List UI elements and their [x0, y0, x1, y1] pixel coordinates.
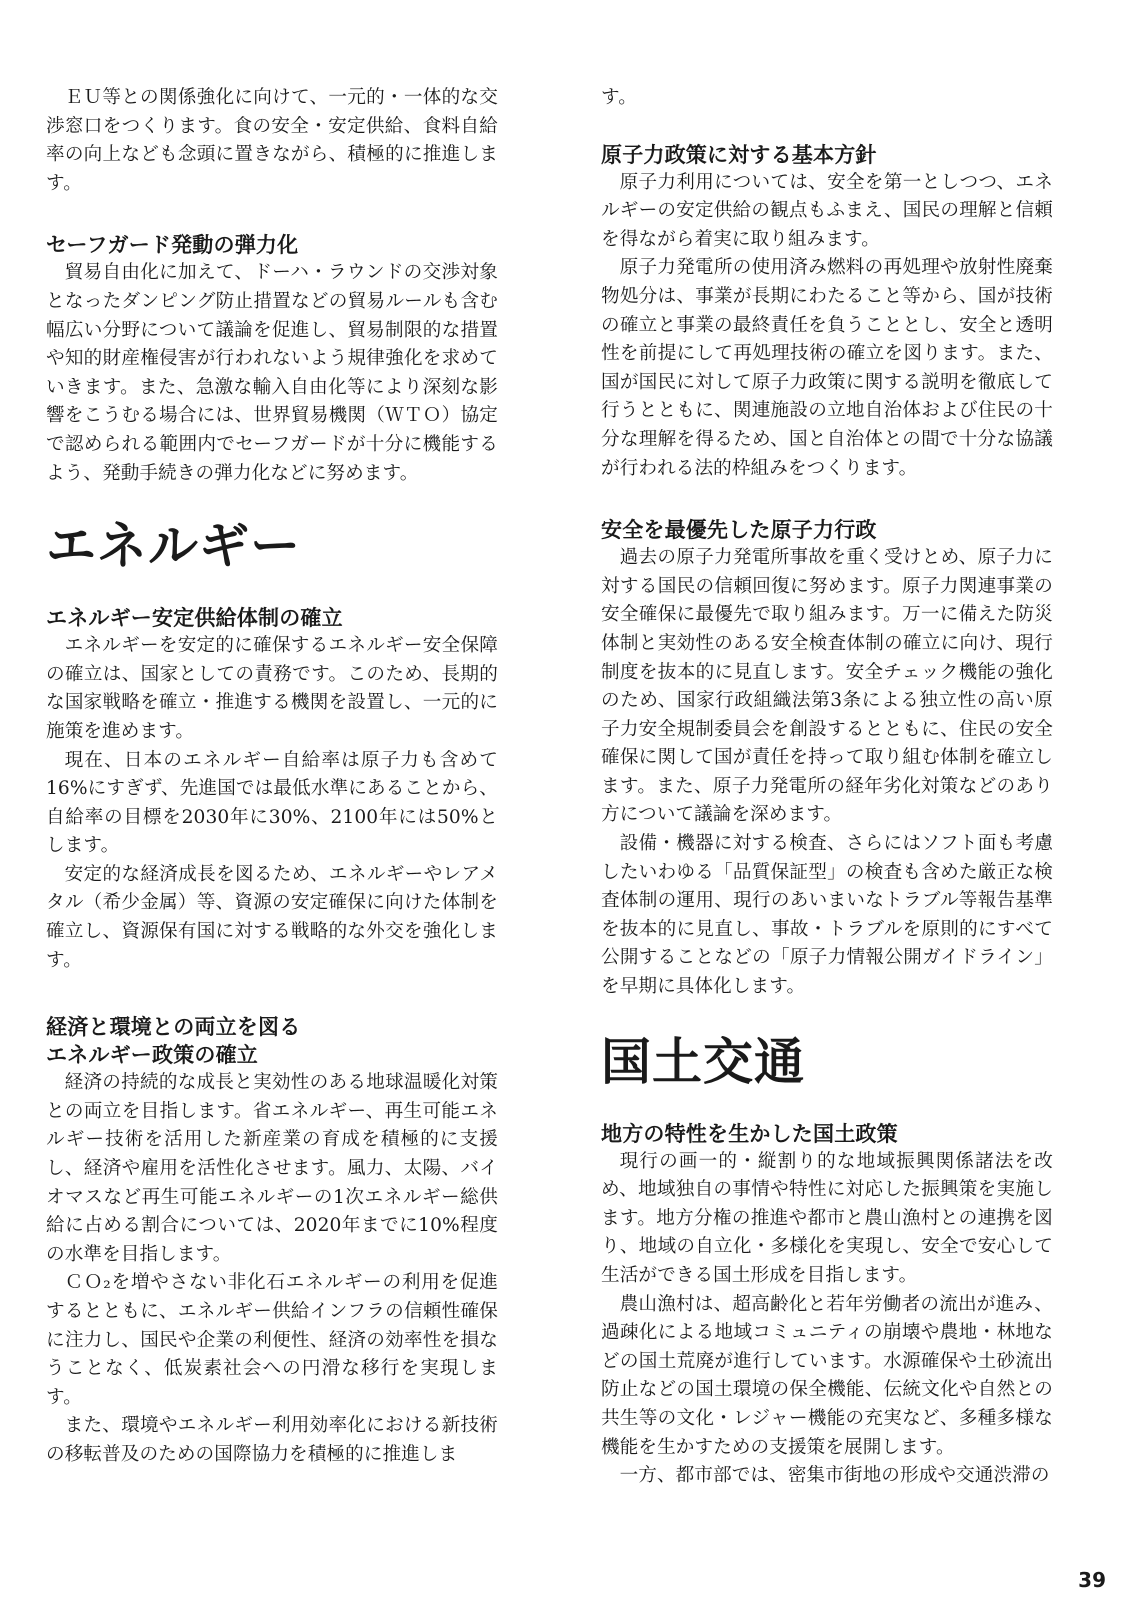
stable-supply-paragraph-2: 現在、日本のエネルギー自給率は原子力も含めて16%にすぎず、先進国では最低水準にあることから、自給率の目標を2030年に30%、2100年には50%とします。: [46, 749, 498, 857]
econ-env-heading-line2: エネルギー政策の確立: [46, 1043, 258, 1068]
nuclear-safety-paragraph-1: 過去の原子力発電所事故を重く受けとめ、原子力に対する国民の信頼回復に努めます。原子力関連事業の安全確保に最優先で取り組みます。万一に備えた防災体制と実効性のある安全検査体制の確立に向け、現行制度を抜本的に見直します。安全チェック機能の強化のため、国家行政組織法第3条による独立性の高い原子力安全規制委員会を創設するとともに、住民の安全確保に関して国が責任を持って取り組む体制を確立します。また、原子力発電所の経年劣化対策などのあり方について議論を深めます。: [601, 547, 1053, 826]
regional-paragraph-3: 一方、都市部では、密集市街地の形成や交通渋滞の: [619, 1465, 1050, 1487]
page-number: 39: [1078, 1568, 1106, 1592]
stable-supply-paragraph-3: 安定的な経済成長を図るため、エネルギーやレアメタル（希少金属）等、資源の安定確保に向けた体制を確立し、資源保有国に対する戦略的な外交を強化します。: [46, 863, 498, 971]
nuclear-safety-heading: 安全を最優先した原子力行政: [601, 518, 877, 543]
regional-paragraph-2: 農山漁村は、超高齢化と若年労働者の流出が進み、過疎化による地域コミュニティの崩壊や農地・林地などの国土荒廃が進行しています。水源確保や土砂流出防止などの国土環境の保全機能、伝統文化や自然との共生等の文化・レジャー機能の充実など、多種多様な機能を生かすための支援策を展開します。: [601, 1293, 1053, 1458]
econ-env-paragraph-3: また、環境やエネルギー利用効率化における新技術の移転普及のための国際協力を積極的に推進しま: [46, 1415, 498, 1465]
nuclear-basic-paragraph-1: 原子力利用については、安全を第一としつつ、エネルギーの安定供給の観点もふまえ、国民の理解と信頼を得ながら着実に取り組みます。: [601, 171, 1053, 250]
stable-supply-paragraph-1: エネルギーを安定的に確保するエネルギー安全保障の確立は、国家としての責務です。このため、長期的な国家戦略を確立・推進する機関を設置し、一元的に施策を進めます。: [46, 635, 498, 742]
nuclear-safety-paragraph-2: 設備・機器に対する検査、さらにはソフト面も考慮したいわゆる「品質保証型」の検査も含めた厳正な検査体制の運用、現行のあいまいなトラブル等報告基準を抜本的に見直し、事故・トラブルを原則的にすべて公開することなどの「原子力情報公開ガイドライン」を早期に具体化します。: [601, 833, 1053, 998]
energy-section-title: エネルギー: [46, 517, 301, 576]
regional-heading: 地方の特性を生かした国土政策: [601, 1121, 898, 1146]
econ-env-paragraph-2: ＣＯ₂を増やさない非化石エネルギーの利用を促進するとともに、エネルギー供給インフラの信頼性確保に注力し、国民や企業の利便性、経済の効率性を損なうことなく、低炭素社会への円滑な移行を実現します。: [46, 1272, 498, 1408]
continuation-text: す。: [601, 87, 637, 108]
trade-intro-paragraph: ＥＵ等との関係強化に向けて、一元的・一体的な交渉窓口をつくります。食の安全・安定供給、食料自給率の向上なども念頭に置きながら、積極的に推進します。: [46, 87, 498, 194]
transport-section-title: 国土交通: [601, 1032, 805, 1091]
nuclear-basic-paragraph-2: 原子力発電所の使用済み燃料の再処理や放射性廃棄物処分は、事業が長期にわたること等から、国が技術の確立と事業の最終責任を負うこととし、安全と透明性を前提にして再処理技術の確立を図ります。また、国が国民に対して原子力政策に関する説明を徹底して行うとともに、関連施設の立地自治体および住民の十分な理解を得るため、国と自治体との間で十分な協議が行われる法的枠組みをつくります。: [601, 257, 1053, 479]
econ-env-paragraph-1: 経済の持続的な成長と実効性のある地球温暖化対策との両立を目指します。省エネルギー、再生可能エネルギー技術を活用した新産業の育成を積極的に支援し、経済や雇用を活性化させます。風力、太陽、バイオマスなど再生可能エネルギーの1次エネルギー総供給に占める割合については、2020年までに10%程度の水準を目指します。: [46, 1072, 498, 1265]
safeguard-heading: セーフガード発動の弾力化: [46, 233, 299, 258]
econ-env-heading-line1: 経済と環境との両立を図る: [46, 1015, 301, 1040]
left-column: [46, 84, 498, 1470]
regional-paragraph-1: 現行の画一的・縦割り的な地域振興関係諸法を改め、地域独自の事情や特性に対応した振興策を実施します。地方分権の推進や都市と農山漁村との連携を図り、地域の自立化・多様化を実現し、安全で安心して生活ができる国土形成を目指します。: [601, 1150, 1053, 1286]
stable-supply-heading: エネルギー安定供給体制の確立: [46, 606, 343, 631]
safeguard-paragraph: 貿易自由化に加えて、ドーハ・ラウンドの交渉対象となったダンピング防止措置などの貿易ルールも含む幅広い分野について議論を促進し、貿易制限的な措置や知的財産権侵害が行われないよう規律強化を求めていきます。また、急激な輸入自由化等により深刻な影響をこうむる場合には、世界貿易機関（ＷＴＯ）協定で認められる範囲内でセーフガードが十分に機能するよう、発動手続きの弾力化などに努めます。: [46, 262, 498, 484]
nuclear-basic-heading: 原子力政策に対する基本方針: [601, 142, 877, 167]
right-column: [601, 84, 1053, 1491]
